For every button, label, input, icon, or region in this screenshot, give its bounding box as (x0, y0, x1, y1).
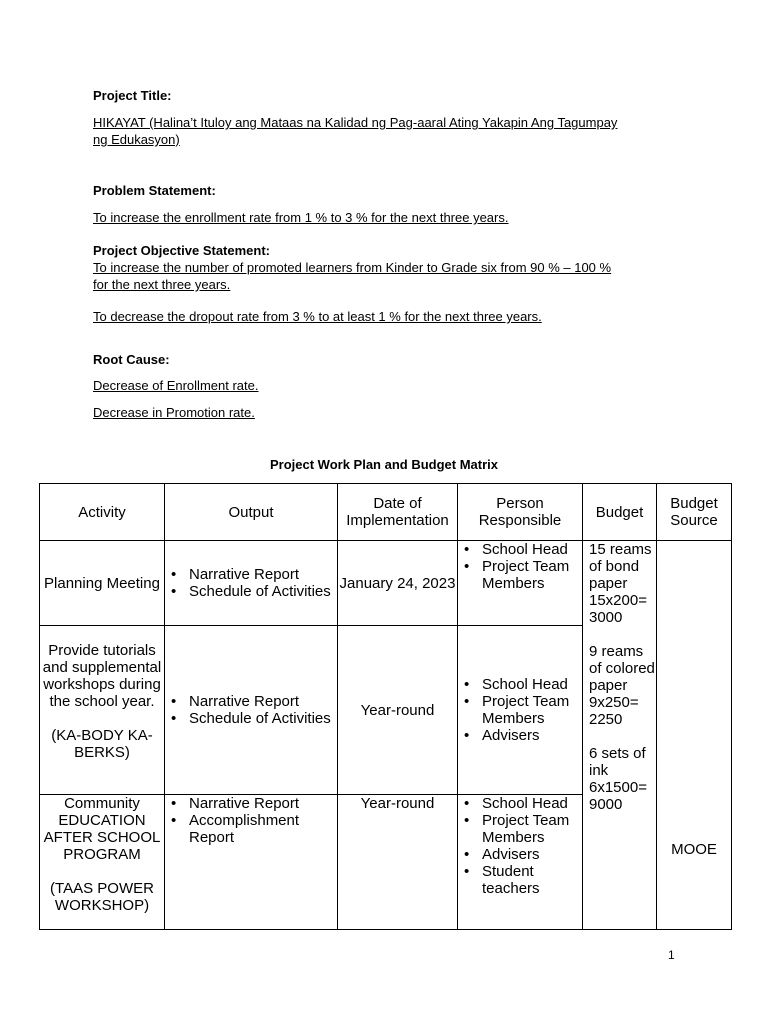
output-item: • Narrative Report (189, 566, 337, 583)
header-budget: Budget (583, 484, 657, 541)
output-item: • Accomplishment Report (189, 812, 337, 846)
budget-cell (583, 541, 657, 930)
table-title: Project Work Plan and Budget Matrix (269, 457, 499, 472)
person-item: • Project Team Members (482, 812, 582, 846)
person-item: • Advisers (482, 727, 582, 744)
objective-label: Project Objective Statement: (93, 243, 270, 258)
output-item: • Schedule of Activities (189, 583, 337, 600)
budget-item: 9 reams of colored paper 9x250= 2250 (589, 643, 655, 728)
output-item: • Narrative Report (189, 795, 337, 812)
header-budget-source: Budget Source (657, 484, 732, 541)
table-row (40, 541, 732, 626)
person-cell (458, 541, 583, 626)
project-title-label: Project Title: (93, 88, 172, 103)
page-number: 1 (668, 948, 675, 962)
budget-item: 15 reams of bond paper 15x200= 3000 (589, 541, 652, 626)
date-cell: Year-round (338, 795, 458, 930)
project-title-line2: ng Edukasyon) (93, 132, 180, 147)
objective-line2: for the next three years. (93, 277, 231, 292)
person-item: • Advisers (482, 846, 582, 863)
root-cause-item-1: Decrease of Enrollment rate. (93, 378, 259, 393)
date-cell: Year-round (338, 626, 458, 795)
table-header-row (40, 484, 732, 541)
activity-note: (TAAS POWER WORKSHOP) (50, 880, 154, 914)
activity-text: Provide tutorials and supplemental workshops during the school year. (42, 642, 162, 710)
objective-text (93, 259, 611, 293)
output-cell (165, 541, 338, 626)
activity-cell (40, 795, 165, 930)
objective-line1: To increase the number of promoted learners from Kinder to Grade six from 90 % – 100 % (93, 260, 612, 275)
root-cause-label: Root Cause: (93, 352, 170, 367)
work-plan-table (39, 483, 732, 930)
person-item: • School Head (482, 795, 582, 812)
project-title-text (93, 114, 617, 148)
objective-line3: To decrease the dropout rate from 3 % to at least 1 % for the next three years. (93, 309, 542, 324)
header-person: Person Responsible (458, 484, 583, 541)
budget-item: 6 sets of ink 6x1500= 9000 (589, 745, 647, 813)
header-output: Output (165, 484, 338, 541)
root-cause-item-2: Decrease in Promotion rate. (93, 405, 255, 420)
person-item: • School Head (482, 541, 582, 558)
person-item: • Project Team Members (482, 693, 582, 727)
project-title-line1: HIKAYAT (Halina’t Ituloy ang Mataas na Kalidad ng Pag-aaral Ating Yakapin Ang Tagumpay (93, 115, 618, 130)
activity-text: Planning Meeting (44, 574, 160, 592)
person-item: • School Head (482, 676, 582, 693)
problem-statement-text: To increase the enrollment rate from 1 % to 3 % for the next three years. (93, 210, 509, 225)
date-cell: January 24, 2023 (338, 541, 458, 626)
output-cell (165, 626, 338, 795)
problem-statement-label: Problem Statement: (93, 183, 216, 198)
activity-cell (40, 541, 165, 626)
person-cell (458, 795, 583, 930)
output-item: • Narrative Report (189, 693, 337, 710)
activity-cell (40, 626, 165, 795)
person-item: • Student teachers (482, 863, 582, 897)
header-activity: Activity (40, 484, 165, 541)
activity-note: (KA-BODY KA-BERKS) (51, 727, 153, 761)
budget-source-text: MOOE (671, 841, 717, 858)
activity-text: Community EDUCATION AFTER SCHOOL PROGRAM (43, 795, 161, 863)
header-date: Date of Implementation (338, 484, 458, 541)
person-cell (458, 626, 583, 795)
output-cell (165, 795, 338, 930)
budget-source-cell (657, 541, 732, 930)
output-item: • Schedule of Activities (189, 710, 337, 727)
person-item: • Project Team Members (482, 558, 582, 592)
